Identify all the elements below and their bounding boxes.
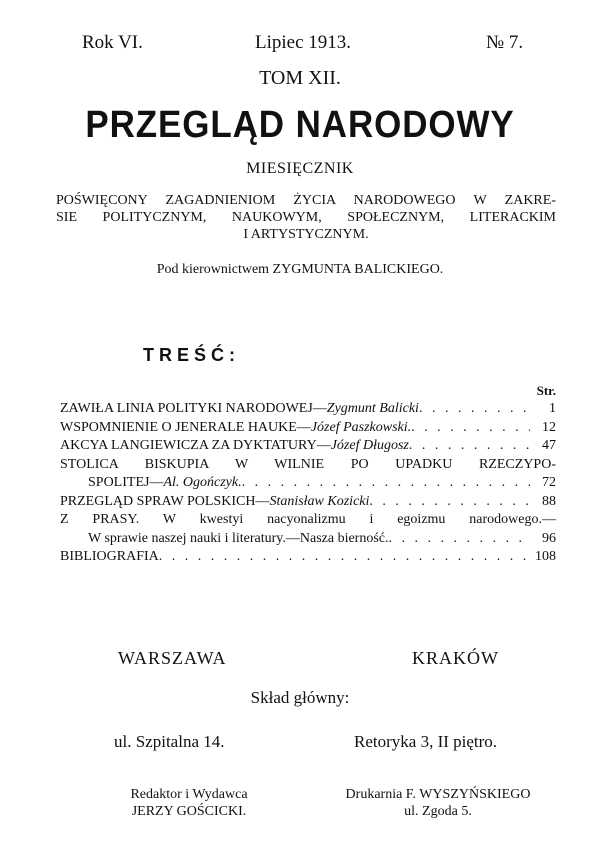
journal-subtitle: MIESIĘCZNIK <box>246 160 354 177</box>
editor-role: Redaktor i Wydawca <box>130 787 248 802</box>
toc-entry-page: 1 <box>549 401 556 416</box>
address-krakow: Retoryka 3, II piętro. <box>354 732 498 751</box>
volume-label: TOM XII. <box>259 67 341 89</box>
toc-entry-author: Józef Paszkowski. <box>310 419 412 435</box>
city-krakow: KRAKÓW <box>412 648 499 668</box>
journal-description <box>56 192 556 243</box>
toc-entry-title-line: Z PRASY. W kwestyi nacyonalizmu i egoizmu narodowego.— <box>60 512 556 527</box>
journal-title: PRZEGLĄD NARODOWY <box>85 104 515 146</box>
toc-entry-author: Zygmunt Balicki <box>326 401 419 416</box>
toc-entry-title: W sprawie naszej nauki i literatury.—Nasza bierność. <box>88 530 389 546</box>
toc-entry-page: 12 <box>542 419 556 435</box>
toc-entry <box>60 530 556 549</box>
depot-label: Skład główny: <box>250 688 350 707</box>
address-warszawa: ul. Szpitalna 14. <box>114 732 225 751</box>
description-line-1: POŚWIĘCONY ZAGADNIENIOM ŻYCIA NARODOWEGO W ZAKRE- <box>56 193 556 208</box>
editorship-line: Pod kierownictwem ZYGMUNTA BALICKIEGO. <box>156 262 444 277</box>
toc-entry <box>60 548 556 567</box>
toc-entry-title: AKCYA LANGIEWICZA ZA DYKTATURY— <box>60 438 331 453</box>
issue-number: № 7. <box>486 32 524 53</box>
printer-block <box>318 786 558 820</box>
toc-entry <box>60 437 556 456</box>
table-of-contents <box>60 382 556 567</box>
toc-entry-page: 88 <box>542 493 556 509</box>
toc-entry-page: 96 <box>542 530 556 546</box>
toc-entry-title: SPOLITEJ— <box>88 475 164 490</box>
toc-heading: TREŚĆ: <box>143 345 240 365</box>
toc-entry <box>60 493 556 512</box>
issue-date: Lipiec 1913. <box>255 32 352 53</box>
toc-entry-author: Al. Ogończyk. <box>163 475 242 490</box>
printer-name: Drukarnia F. WYSZYŃSKIEGO <box>345 787 531 802</box>
toc-entry-author: Józef Długosz <box>330 438 409 453</box>
toc-entry-title: ZAWIŁA LINIA POLITYKI NARODOWEJ— <box>60 401 327 416</box>
toc-entry-page: 47 <box>542 438 556 453</box>
toc-page-label: Str. <box>536 383 556 398</box>
toc-entry <box>60 474 556 493</box>
toc-entry-author: Stanisław Kozicki <box>269 493 370 509</box>
toc-entry-page: 108 <box>535 549 556 564</box>
toc-entry <box>60 419 556 438</box>
toc-entry-title: PRZEGLĄD SPRAW POLSKICH— <box>60 493 270 509</box>
toc-entry-title-line: STOLICA BISKUPIA W WILNIE PO UPADKU RZECZYPO- <box>60 456 556 472</box>
editor-name: JERZY GOŚCICKI. <box>131 804 247 819</box>
editor-block <box>94 786 284 820</box>
toc-entry <box>60 400 556 419</box>
printer-address: ul. Zgoda 5. <box>404 804 472 819</box>
toc-entry-title: WSPOMNIENIE O JENERALE HAUKE— <box>60 419 311 435</box>
description-line-3: I ARTYSTYCZNYM. <box>243 227 369 242</box>
toc-entry-page: 72 <box>542 475 556 490</box>
city-warszawa: WARSZAWA <box>118 648 227 668</box>
issue-year: Rok VI. <box>82 32 143 53</box>
description-line-2: SIE POLITYCZNYM, NAUKOWYM, SPOŁECZNYM, LITERACKIM <box>56 210 556 225</box>
toc-entry-title: BIBLIOGRAFIA <box>60 549 159 564</box>
